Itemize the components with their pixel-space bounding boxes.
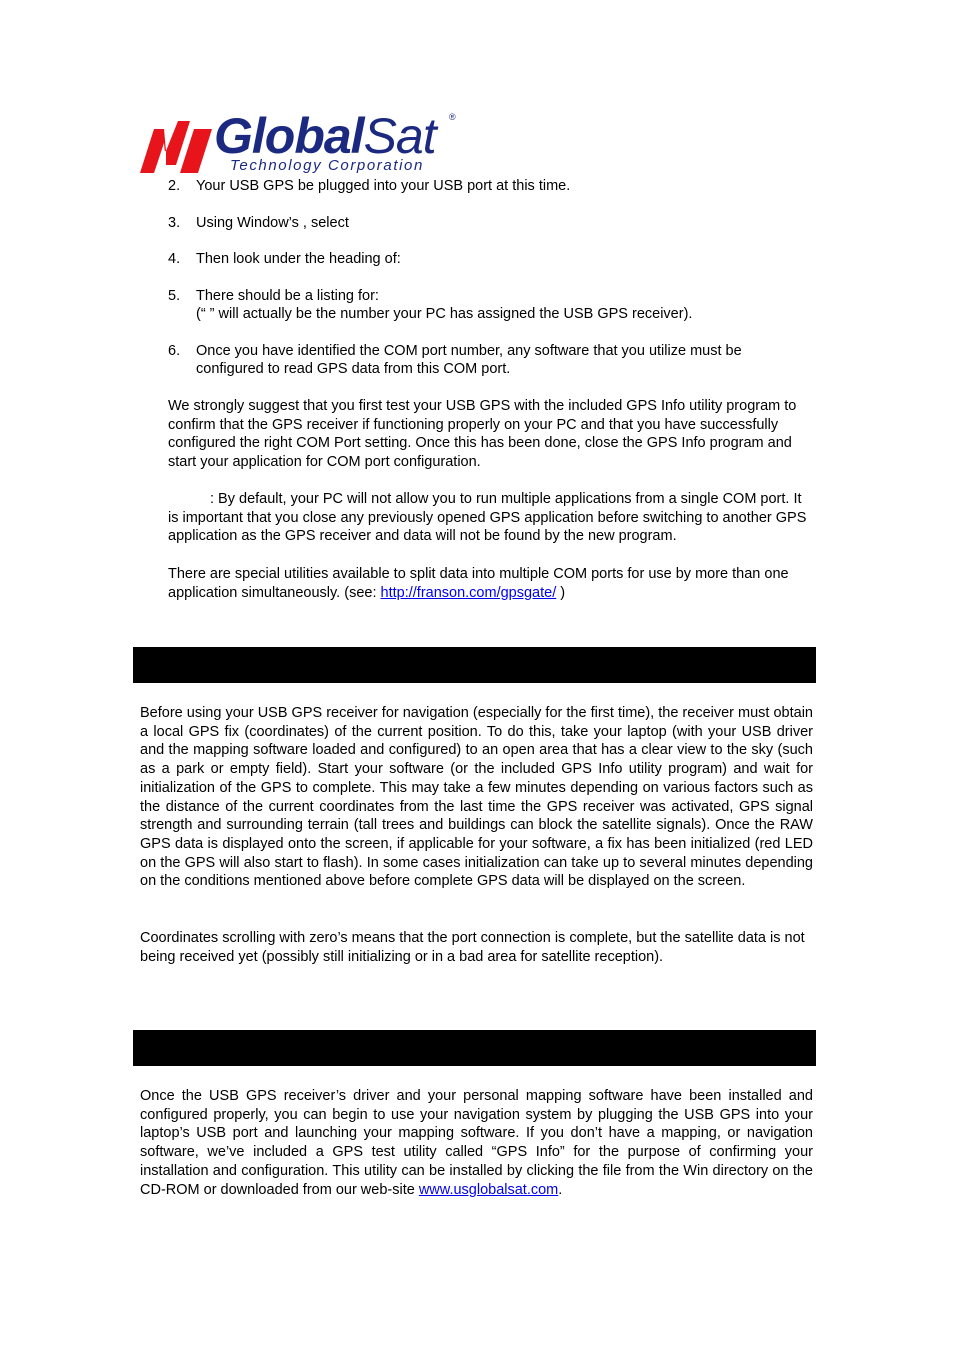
step-3-text: Using Window’s , select [196,215,349,231]
suggest-paragraph: We strongly suggest that you first test your USB GPS with the included GPS Info utility program to confirm that the GPS receiver if functioning properly on your PC and that you have successfully configured the right COM Port setting. Once this has been done, close the GPS Info program and start your application for COM port configuration. [168,398,797,471]
step-4-text: Then look under the heading of: [196,251,401,267]
usglobalsat-link[interactable]: www.usglobalsat.com [418,1181,559,1198]
section-header-bar-using [133,1030,816,1066]
step-6-line1: Once you have identified the COM port number, any software that you utilize must be [196,343,742,359]
special-utilities-paragraph [168,565,816,602]
section-header-bar-initialization [133,647,816,683]
logo-wordmark: GlobalSat [214,108,436,164]
using-paragraph [140,1087,813,1199]
special-utilities-text: There are special utilities available to split data into multiple COM ports for use by more than one application simultaneously. (see: [168,566,789,601]
initialization-paragraph: Before using your USB GPS receiver for navigation (especially for the first time), the receiver must obtain a local GPS fix (coordinates) of the current position. To do this, take your laptop (with your USB driver and the mapping software loaded and configured) to an open area that has a clear view to the sky (such as a park or empty field). Start your software (or the included GPS Info utility program) and wait for initialization of the GPS to complete. This may take a few minutes depending on various factors such as the distance of the current coordinates from the last time the GPS receiver was activated, GPS signal strength and surrounding terrain (tall trees and buildings can block the satellite signals). Once the RAW GPS data is displayed onto the screen, if applicable for your software, a fix has been initialized (red LED on the GPS will also start to flash). In some cases initialization can take up to several minutes depending on the conditions mentioned above before complete GPS data will be displayed on the screen. [140,705,813,890]
step-6-line2: configured to read GPS data from this COM port. [196,361,511,377]
step-5-number: 5. [168,288,181,304]
step-5-line1: There should be a listing for: [196,288,379,304]
registered-mark: ® [449,112,456,122]
step-2-text: Your USB GPS be plugged into your USB port at this time. [196,178,571,194]
note-paragraph: : By default, your PC will not allow you to run multiple applications from a single COM port. It is important that you close any previously opened GPS application before switching to another GPS application as the GPS receiver and data will not be found by the new program. [168,491,807,545]
special-utilities-suffix: ) [556,584,566,601]
step-4-number: 4. [168,251,181,267]
using-text: Once the USB GPS receiver’s driver and your personal mapping software have been installed and configured properly, you can begin to use your navigation system by plugging the USB GPS into your laptop’s USB port and launching your mapping software. If you don’t have a mapping, or navigation software, we’ve included a GPS test utility called “GPS Info” for the purpose of confirming your installation and configuration. This utility can be installed by clicking the file from the Win directory on the CD-ROM or downloaded from our web-site [140,1088,813,1198]
using-suffix: . [558,1181,563,1198]
zeros-paragraph: Coordinates scrolling with zero’s means that the port connection is complete, but the satellite data is not being received yet (possibly still initializing or in a bad area for satellite reception). [140,930,805,965]
step-5-line2: (“ ” will actually be the number your PC has assigned the USB GPS receiver). [196,306,693,322]
step-3-number: 3. [168,215,181,231]
step-2-number: 2. [168,178,181,194]
logo-mark-icon [140,121,212,173]
franson-gpsgate-link[interactable]: http://franson.com/gpsgate/ [380,584,557,601]
step-6-number: 6. [168,343,181,359]
logo-tagline: Technology Corporation [230,157,424,174]
